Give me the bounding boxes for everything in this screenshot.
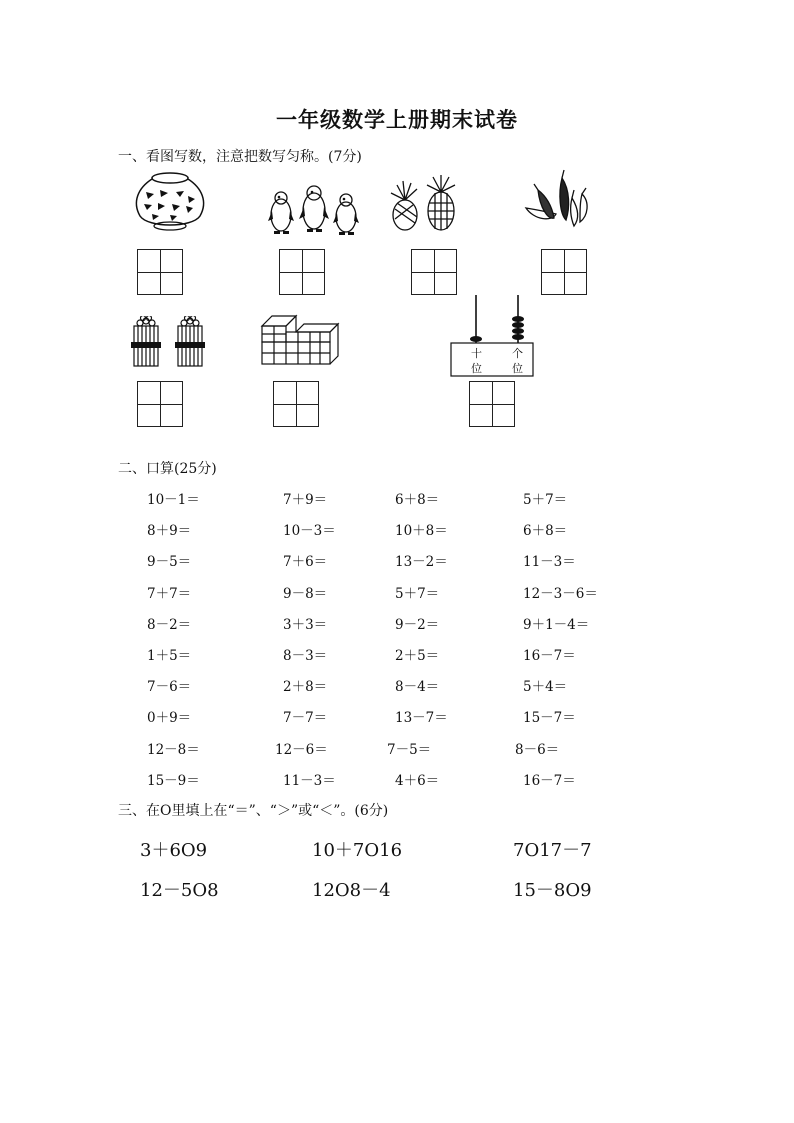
abacus [450,293,534,379]
section-1-heading: 一、看图写数，注意把数写匀称。(7分) [118,149,362,165]
oral-problem: 3＋3＝ [283,616,328,633]
oral-problem: 12－3－6＝ [523,585,598,602]
abacus-one-wei-label: 位 [512,362,523,375]
section-2-heading: 二、口算(25分) [118,461,217,477]
comparison-problem[interactable]: 15－8O9 [513,880,592,901]
oral-problem: 10－3＝ [283,523,336,540]
oral-problem: 7－7＝ [283,710,328,727]
oral-problem: 1＋5＝ [147,648,192,664]
oral-problem: 15－9＝ [147,772,200,789]
oral-problem: 7＋9＝ [283,492,328,508]
section-3-heading: 三、在O里填上在“＝”、“＞”或“＜”。(6分) [118,803,389,819]
oral-problem: 11－3＝ [523,554,576,571]
oral-problem: 6＋8＝ [523,523,568,540]
stick-bundles-picture [128,316,212,368]
answer-box-sticks[interactable] [137,381,183,427]
oral-problem: 9－8＝ [283,585,328,602]
answer-box-cubes[interactable] [273,381,319,427]
comparison-problem[interactable]: 3＋6O9 [140,840,208,861]
peppers-picture [518,168,598,230]
oral-problem: 5＋7＝ [523,492,568,508]
oral-problem: 5＋4＝ [523,679,568,696]
abacus-ten-wei-label: 位 [471,362,482,375]
answer-box-abacus[interactable] [469,381,515,427]
oral-problem: 16－7＝ [523,648,576,664]
oral-problem: 2＋8＝ [283,679,328,696]
cube-blocks-picture [258,306,342,368]
pineapples-picture [385,173,465,233]
page-title: 一年级数学上册期末试卷 [276,107,518,132]
oral-problem: 9－5＝ [147,554,192,571]
oral-problem: 8－3＝ [283,648,328,664]
oral-problem: 16－7＝ [523,772,576,789]
oral-problem: 7＋7＝ [147,585,192,602]
oral-problem: 10－1＝ [147,492,200,508]
abacus-one-label: 个 [512,347,523,360]
oral-problem: 13－7＝ [395,710,448,727]
oral-problem: 2＋5＝ [395,648,440,664]
oral-problem: 7＋6＝ [283,554,328,571]
oral-problem: 13－2＝ [395,554,448,571]
comparison-problem[interactable]: 12－5O8 [140,880,219,901]
oral-problem: 10＋8＝ [395,523,448,540]
oral-problem: 0＋9＝ [147,710,192,727]
oral-problem: 8－4＝ [395,679,440,696]
oral-problem: 7－5＝ [387,741,432,758]
oral-problem: 5＋7＝ [395,585,440,602]
answer-box-peppers[interactable] [541,249,587,295]
abacus-ten-label: 十 [471,347,482,360]
oral-problem: 12－8＝ [147,741,200,758]
comparison-problem[interactable]: 10＋7O16 [312,840,403,861]
oral-problem: 8＋9＝ [147,523,192,540]
oral-problem: 11－3＝ [283,772,336,789]
oral-problem: 8－2＝ [147,616,192,633]
oral-problem: 15－7＝ [523,710,576,727]
oral-problem: 7－6＝ [147,679,192,696]
comparison-problem[interactable]: 7O17－7 [513,840,592,861]
answer-box-vases[interactable] [137,249,183,295]
comparison-problem[interactable]: 12O8－4 [312,880,391,901]
oral-problem: 6＋8＝ [395,492,440,508]
answer-box-pineapples[interactable] [411,249,457,295]
oral-problem: 4＋6＝ [395,772,440,789]
vase-picture [130,170,210,232]
answer-box-penguins[interactable] [279,249,325,295]
penguins-picture [264,183,364,238]
oral-problem: 8－6＝ [515,741,560,758]
oral-problem: 9＋1－4＝ [523,616,590,633]
oral-problem: 9－2＝ [395,616,440,633]
oral-problem: 12－6＝ [275,741,328,758]
